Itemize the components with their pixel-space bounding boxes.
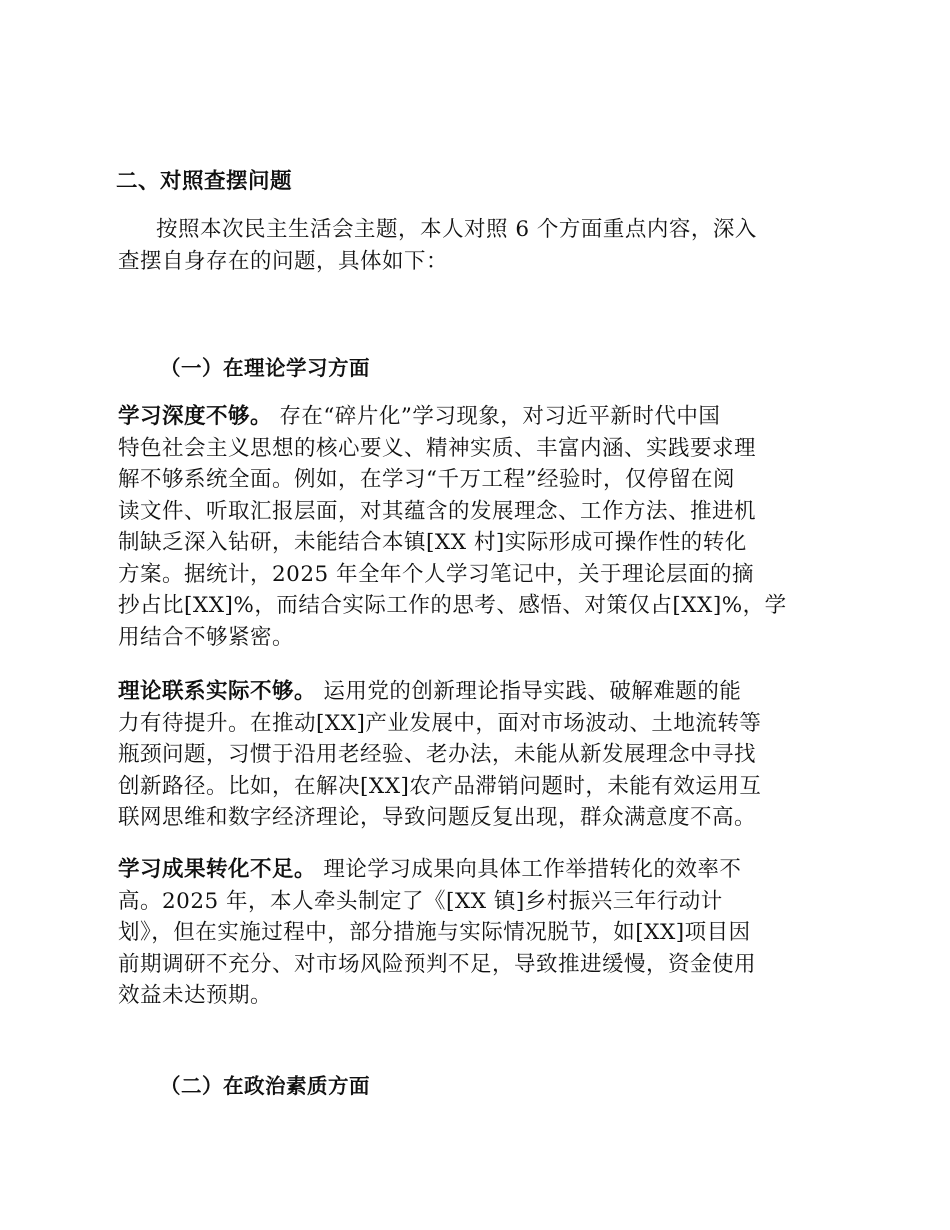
paragraph-text: 存在“碎片化”学习现象，对习近平新时代中国 <box>272 404 721 429</box>
paragraph-line <box>118 676 836 708</box>
paragraph-line: 创新路径。比如，在解决[XX]农产品滞销问题时，未能有效运用互 <box>118 773 762 799</box>
paragraph-line: 读文件、听取汇报层面，对其蕴含的发展理念、工作方法、推进机 <box>118 498 757 524</box>
paragraph-line: 方案。据统计，2025 年全年个人学习笔记中，关于理论层面的摘 <box>118 561 755 587</box>
paragraph-line: 联网思维和数字经济理论，导致问题反复出现，群众满意度不高。 <box>118 805 757 830</box>
paragraph-line: 特色社会主义思想的核心要义、精神实质、丰富内涵、实践要求理 <box>118 435 757 461</box>
paragraph-line: 前期调研不充分、对市场风险预判不足，导致推进缓慢，资金使用 <box>118 951 757 977</box>
paragraph-lead: 理论联系实际不够。 <box>118 679 317 704</box>
paragraph-line: 力有待提升。在推动[XX]产业发展中，面对市场波动、土地流转等 <box>118 710 762 736</box>
paragraph-line: 效益未达预期。 <box>118 983 273 1008</box>
intro-paragraph <box>118 214 836 277</box>
intro-line: 查摆自身存在的问题，具体如下： <box>118 248 449 274</box>
paragraph-lead: 学习深度不够。 <box>118 404 273 429</box>
paragraph-line: 用结合不够紧密。 <box>118 624 295 650</box>
paragraph-line: 制缺乏深入钻研，未能结合本镇[XX 村]实际形成可操作性的转化 <box>118 530 747 555</box>
paragraph-line <box>118 401 836 433</box>
paragraph-line: 解不够系统全面。例如，在学习“千万工程”经验时，仅停留在阅 <box>118 467 735 492</box>
paragraph-line: 瓶颈问题，习惯于沿用老经验、老办法，未能从新发展理念中寻找 <box>118 742 757 767</box>
paragraph-lead: 学习成果转化不足。 <box>118 857 317 882</box>
paragraph-line <box>118 854 836 886</box>
section-title: 二、对照查摆问题 <box>116 169 293 194</box>
paragraph-study-depth <box>118 401 836 653</box>
paragraph-text: 运用党的创新理论指导实践、破解难题的能 <box>316 679 742 704</box>
paragraph-results-conversion <box>118 854 836 1012</box>
subsection-heading-theory: （一）在理论学习方面 <box>160 356 370 380</box>
intro-line: 按照本次民主生活会主题，本人对照 6 个方面重点内容，深入 <box>156 217 757 242</box>
paragraph-line: 抄占比[XX]%，而结合实际工作的思考、感悟、对策仅占[XX]%，学 <box>118 593 787 618</box>
paragraph-line: 高。2025 年，本人牵头制定了《[XX 镇]乡村振兴三年行动计 <box>118 888 723 914</box>
paragraph-theory-practice <box>118 676 836 834</box>
subsection-heading-political: （二）在政治素质方面 <box>160 1074 370 1098</box>
paragraph-text: 理论学习成果向具体工作举措转化的效率不 <box>316 857 742 882</box>
paragraph-line: 划》，但在实施过程中，部分措施与实际情况脱节，如[XX]项目因 <box>118 920 751 945</box>
